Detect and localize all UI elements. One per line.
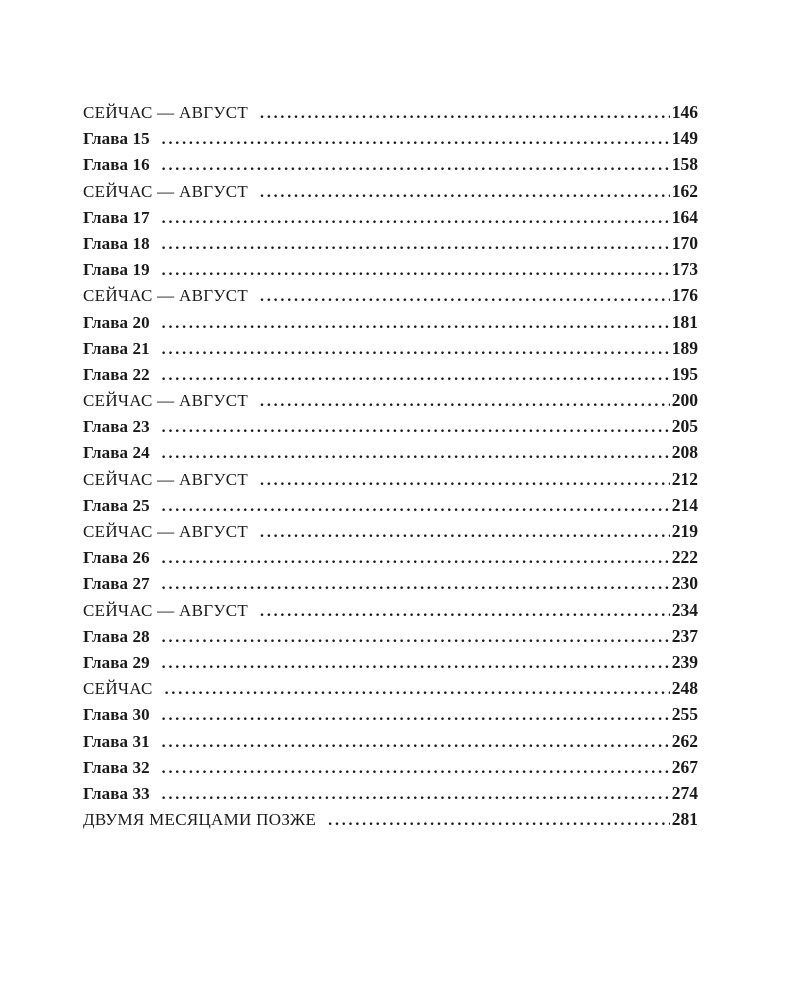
toc-entry-page-number: 146 (671, 102, 698, 122)
toc-entry-page-number: 274 (671, 782, 698, 803)
toc-entry-title: Глава 33 (83, 783, 150, 803)
dot-leader (162, 315, 670, 333)
toc-entry (83, 390, 698, 416)
toc-entry-page-number: 267 (671, 756, 698, 777)
toc-entry (83, 128, 698, 154)
dot-leader (162, 210, 670, 228)
toc-entry-title: Глава 29 (83, 652, 150, 672)
toc-entry (83, 364, 698, 390)
toc-entry (83, 469, 698, 495)
dot-leader (162, 550, 670, 568)
toc-entry-title: Глава 17 (83, 207, 150, 227)
toc-entry-title: СЕЙЧАС — АВГУСТ (83, 600, 249, 620)
toc-entry-title: Глава 30 (83, 705, 150, 725)
dot-leader (162, 707, 670, 725)
toc-entry-page-number: 173 (671, 259, 698, 280)
toc-entry (83, 757, 698, 783)
toc-entry-page-number: 237 (671, 625, 698, 646)
toc-entry (83, 626, 698, 652)
dot-leader (162, 341, 670, 359)
toc-entry (83, 521, 698, 547)
dot-leader (260, 603, 670, 621)
toc-entry-title: Глава 20 (83, 312, 150, 332)
toc-entry-title: Глава 18 (83, 233, 150, 253)
toc-entry (83, 259, 698, 285)
toc-entry-title: СЕЙЧАС (83, 679, 153, 699)
toc-entry (83, 704, 698, 730)
toc-entry-title: Глава 25 (83, 495, 150, 515)
toc-entry (83, 338, 698, 364)
toc-entry (83, 285, 698, 311)
toc-entry (83, 312, 698, 338)
toc-entry-page-number: 158 (671, 154, 698, 175)
toc-entry-title: СЕЙЧАС — АВГУСТ (83, 522, 249, 541)
toc-entry-title: Глава 16 (83, 155, 150, 175)
toc-entry-page-number: 219 (671, 521, 698, 541)
toc-entry-page-number: 239 (671, 651, 698, 672)
toc-entry-title: СЕЙЧАС — АВГУСТ (83, 391, 249, 411)
toc-entry-page-number: 205 (671, 416, 698, 437)
dot-leader (328, 812, 670, 830)
toc-entry (83, 207, 698, 233)
dot-leader (162, 498, 670, 516)
toc-entry-title: Глава 26 (83, 548, 150, 568)
toc-entry-page-number: 214 (671, 494, 698, 515)
toc-entry (83, 652, 698, 678)
dot-leader (162, 131, 670, 149)
toc-entry-title: Глава 19 (83, 260, 150, 280)
toc-entry-title: СЕЙЧАС — АВГУСТ (83, 286, 249, 306)
toc-entry-title: Глава 27 (83, 574, 150, 594)
toc-entry-title: Глава 21 (83, 338, 150, 358)
toc-entry-title: Глава 31 (83, 731, 150, 751)
dot-leader (162, 445, 670, 463)
toc-entry-title: СЕЙЧАС — АВГУСТ (83, 181, 249, 201)
toc-entry (83, 154, 698, 180)
toc-entry (83, 233, 698, 259)
dot-leader (162, 262, 670, 280)
toc-entry (83, 731, 698, 757)
toc-entry-title: Глава 24 (83, 443, 150, 463)
toc-entry-title: Глава 22 (83, 364, 150, 384)
toc-entry-page-number: 149 (671, 128, 698, 149)
toc-entry-title: Глава 32 (83, 757, 150, 777)
toc-entry-page-number: 255 (671, 704, 698, 725)
toc-entry (83, 102, 698, 128)
toc-entry-page-number: 162 (671, 180, 698, 201)
dot-leader (260, 184, 670, 202)
toc-entry-page-number: 181 (671, 311, 698, 332)
toc-entry (83, 442, 698, 468)
toc-entry (83, 416, 698, 442)
toc-entry-page-number: 176 (671, 285, 698, 306)
dot-leader (162, 786, 670, 804)
toc-entry-page-number: 208 (671, 442, 698, 463)
table-of-contents (83, 102, 698, 835)
toc-entry-page-number: 189 (671, 337, 698, 358)
toc-entry (83, 547, 698, 573)
toc-entry-page-number: 248 (671, 678, 698, 699)
dot-leader (162, 157, 670, 175)
dot-leader (162, 419, 670, 437)
dot-leader (162, 760, 670, 778)
dot-leader (260, 288, 670, 306)
dot-leader (162, 576, 670, 594)
dot-leader (260, 524, 670, 542)
dot-leader (165, 681, 670, 699)
toc-entry-page-number: 164 (671, 206, 698, 227)
toc-entry-title: СЕЙЧАС — АВГУСТ (83, 469, 249, 489)
toc-entry-page-number: 212 (671, 468, 698, 489)
dot-leader (260, 393, 670, 411)
toc-entry-page-number: 234 (671, 599, 698, 620)
toc-entry (83, 573, 698, 599)
dot-leader (162, 629, 670, 647)
dot-leader (162, 367, 670, 385)
toc-entry (83, 783, 698, 809)
dot-leader (162, 655, 670, 673)
toc-entry-title: Глава 15 (83, 129, 150, 149)
toc-entry-page-number: 200 (671, 390, 698, 411)
toc-entry-title: Глава 28 (83, 626, 150, 646)
dot-leader (162, 236, 670, 254)
toc-entry-title: ДВУМЯ МЕСЯЦАМИ ПОЗЖЕ (83, 810, 317, 830)
toc-entry-title: СЕЙЧАС — АВГУСТ (83, 103, 249, 122)
toc-entry (83, 809, 698, 835)
toc-entry-page-number: 230 (671, 573, 698, 594)
toc-entry (83, 495, 698, 521)
toc-entry-page-number: 262 (671, 730, 698, 751)
toc-entry (83, 678, 698, 704)
toc-entry (83, 600, 698, 626)
toc-entry-title: Глава 23 (83, 417, 150, 437)
toc-entry-page-number: 222 (671, 547, 698, 568)
dot-leader (162, 734, 670, 752)
toc-entry-page-number: 195 (671, 363, 698, 384)
toc-entry (83, 181, 698, 207)
toc-entry-page-number: 281 (671, 809, 698, 830)
toc-entry-page-number: 170 (671, 232, 698, 253)
dot-leader (260, 472, 670, 490)
dot-leader (260, 105, 670, 123)
